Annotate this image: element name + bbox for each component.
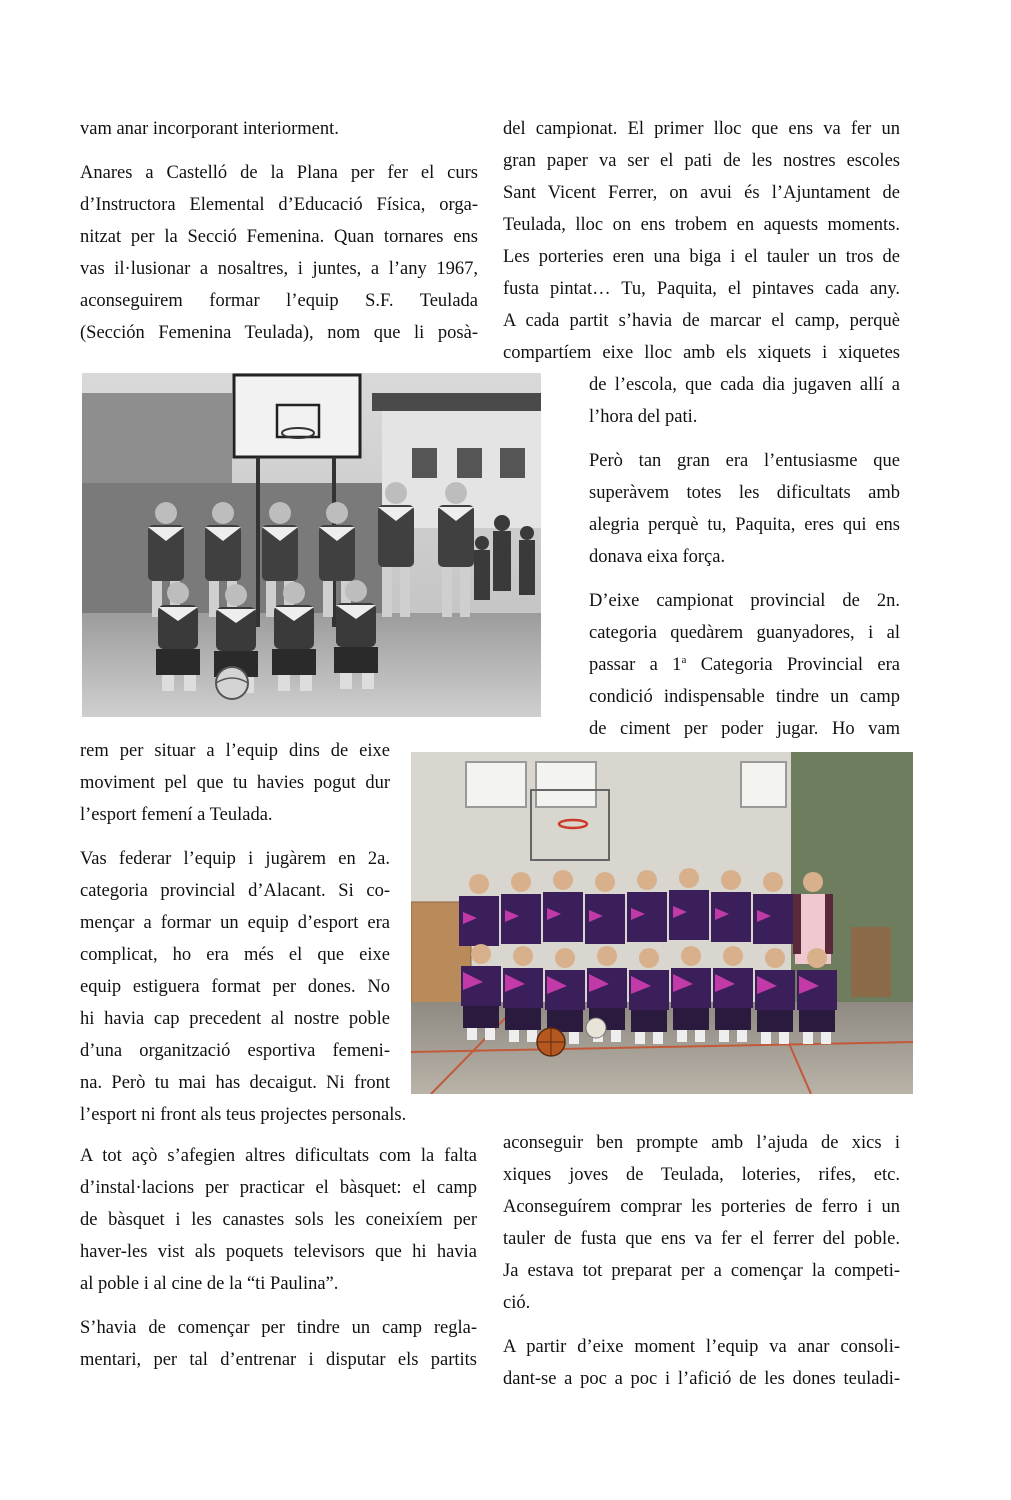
text-line: al poble i al cine de la “ti Paulina”. — [80, 1274, 339, 1294]
text-line: complicat, ho era més el que eixe — [80, 945, 390, 965]
text-line: A partir d’eixe moment l’equip va anar consoli- — [503, 1337, 900, 1357]
team-photo-1967-image — [82, 373, 541, 717]
text-line: Anares a Castelló de la Plana per fer el curs — [80, 163, 478, 183]
left-top-column — [80, 113, 478, 361]
text-line: Sant Vicent Ferrer, on avui és l’Ajuntament de — [503, 183, 900, 203]
text-line: donava eixa força. — [589, 547, 726, 567]
text-line: (Sección Femenina Teulada), nom que li posà- — [80, 323, 478, 343]
text-line: S’havia de començar per tindre un camp regla- — [80, 1318, 477, 1338]
text-line: passar a 1$^a$ Categoria Provincial era — [589, 653, 900, 675]
text-line: vam anar incorporant interiorment. — [80, 119, 339, 139]
text-line: A tot açò s’afegien altres dificultats com la falta — [80, 1146, 477, 1166]
text-line: Ja estava tot preparat per a començar la competi- — [503, 1261, 900, 1281]
text-line: l’esport femení a Teulada. — [80, 805, 273, 825]
paragraph-1 — [503, 113, 900, 369]
paragraph-2 — [503, 1331, 900, 1395]
text-line: Teulada, lloc on ens trobem en aquests moments. — [503, 215, 900, 235]
paragraph-2 — [589, 445, 900, 573]
text-line: nitzat per la Secció Femenina. Quan tornares ens — [80, 227, 478, 247]
text-line: aconseguirem formar l’equip S.F. Teulada — [80, 291, 478, 311]
text-line: de l’escola, que cada dia jugaven allí a — [589, 375, 900, 395]
text-line: Aconseguírem comprar les porteries de ferro i un — [503, 1197, 900, 1217]
paragraph-1 — [80, 1140, 477, 1300]
text-line: alegria perquè tu, Paquita, eres qui ens — [589, 515, 900, 535]
paragraph-2 — [80, 1312, 477, 1376]
team-photo-1967 — [82, 373, 541, 717]
text-line: fusta pintat… Tu, Paquita, el pintaves cada any. — [503, 279, 900, 299]
text-line: na. Però tu mai has decaigut. Ni front — [80, 1073, 390, 1093]
text-line: Vas federar l’equip i jugàrem en 2a. — [80, 849, 390, 869]
text-line: categoria quedàrem guanyadores, i al — [589, 623, 900, 643]
team-photo-color — [411, 752, 913, 1094]
team-photo-color-image — [411, 752, 913, 1094]
right-top-column — [503, 113, 900, 381]
text-line: condició indispensable tindre un camp — [589, 687, 900, 707]
text-line: compartíem eixe lloc amb els xiquets i xiquetes — [503, 343, 900, 363]
left-bottom-column — [80, 1140, 477, 1388]
text-line: moviment pel que tu havies pogut dur — [80, 773, 390, 793]
text-line: hi havia cap precedent al nostre poble — [80, 1009, 390, 1029]
text-line: equip estiguera format per dones. No — [80, 977, 390, 997]
text-line: Però tan gran era l’entusiasme que — [589, 451, 900, 471]
text-line: superàvem totes les dificultats amb — [589, 483, 900, 503]
text-line: del campionat. El primer lloc que ens va fer un — [503, 119, 900, 139]
text-line: tauler de fusta que ens va fer el ferrer del poble. — [503, 1229, 900, 1249]
text-line: D’eixe campionat provincial de 2n. — [589, 591, 900, 611]
text-line: gran paper va ser el pati de les nostres escoles — [503, 151, 900, 171]
paragraph-2 — [80, 157, 478, 349]
text-line: vas il·lusionar a nosaltres, i juntes, a l’any 1967, — [80, 259, 478, 279]
text-line: xiques joves de Teulada, loteries, rifes, etc. — [503, 1165, 900, 1185]
text-line: haver-les vist als poquets televisors que hi havia — [80, 1242, 477, 1262]
left-middle-column — [80, 735, 407, 1143]
right-bottom-column — [503, 1127, 900, 1407]
text-line: l’esport ni front als teus projectes personals. — [80, 1105, 407, 1125]
text-line: d’instal·lacions per practicar el bàsquet: el camp — [80, 1178, 477, 1198]
text-line: A cada partit s’havia de marcar el camp, perquè — [503, 311, 900, 331]
paragraph-1 — [80, 113, 478, 145]
text-line: d’Instructora Elemental d’Educació Física, orga- — [80, 195, 478, 215]
right-middle-column — [589, 369, 900, 757]
paragraph-1 — [589, 369, 900, 433]
text-line: mentari, per tal d’entrenar i disputar els partits — [80, 1350, 477, 1370]
text-line: l’hora del pati. — [589, 407, 698, 427]
paragraph-1 — [503, 1127, 900, 1319]
text-line: ció. — [503, 1293, 531, 1313]
text-line: d’una organització esportiva femeni- — [80, 1041, 390, 1061]
paragraph-3 — [589, 585, 900, 745]
text-line: categoria provincial d’Alacant. Si co- — [80, 881, 390, 901]
paragraph-2 — [80, 843, 407, 1131]
text-line: aconseguir ben prompte amb l’ajuda de xics i — [503, 1133, 900, 1153]
text-line: Les porteries eren una biga i el tauler un tros de — [503, 247, 900, 267]
text-line: dant-se a poc a poc i l’afició de les dones teuladi- — [503, 1369, 900, 1389]
text-line: de ciment per poder jugar. Ho vam — [589, 719, 900, 739]
text-line: de bàsquet i les canastes sols les coneixíem per — [80, 1210, 477, 1230]
paragraph-1 — [80, 735, 390, 831]
text-line: mençar a formar un equip d’esport era — [80, 913, 390, 933]
text-line: rem per situar a l’equip dins de eixe — [80, 741, 390, 761]
